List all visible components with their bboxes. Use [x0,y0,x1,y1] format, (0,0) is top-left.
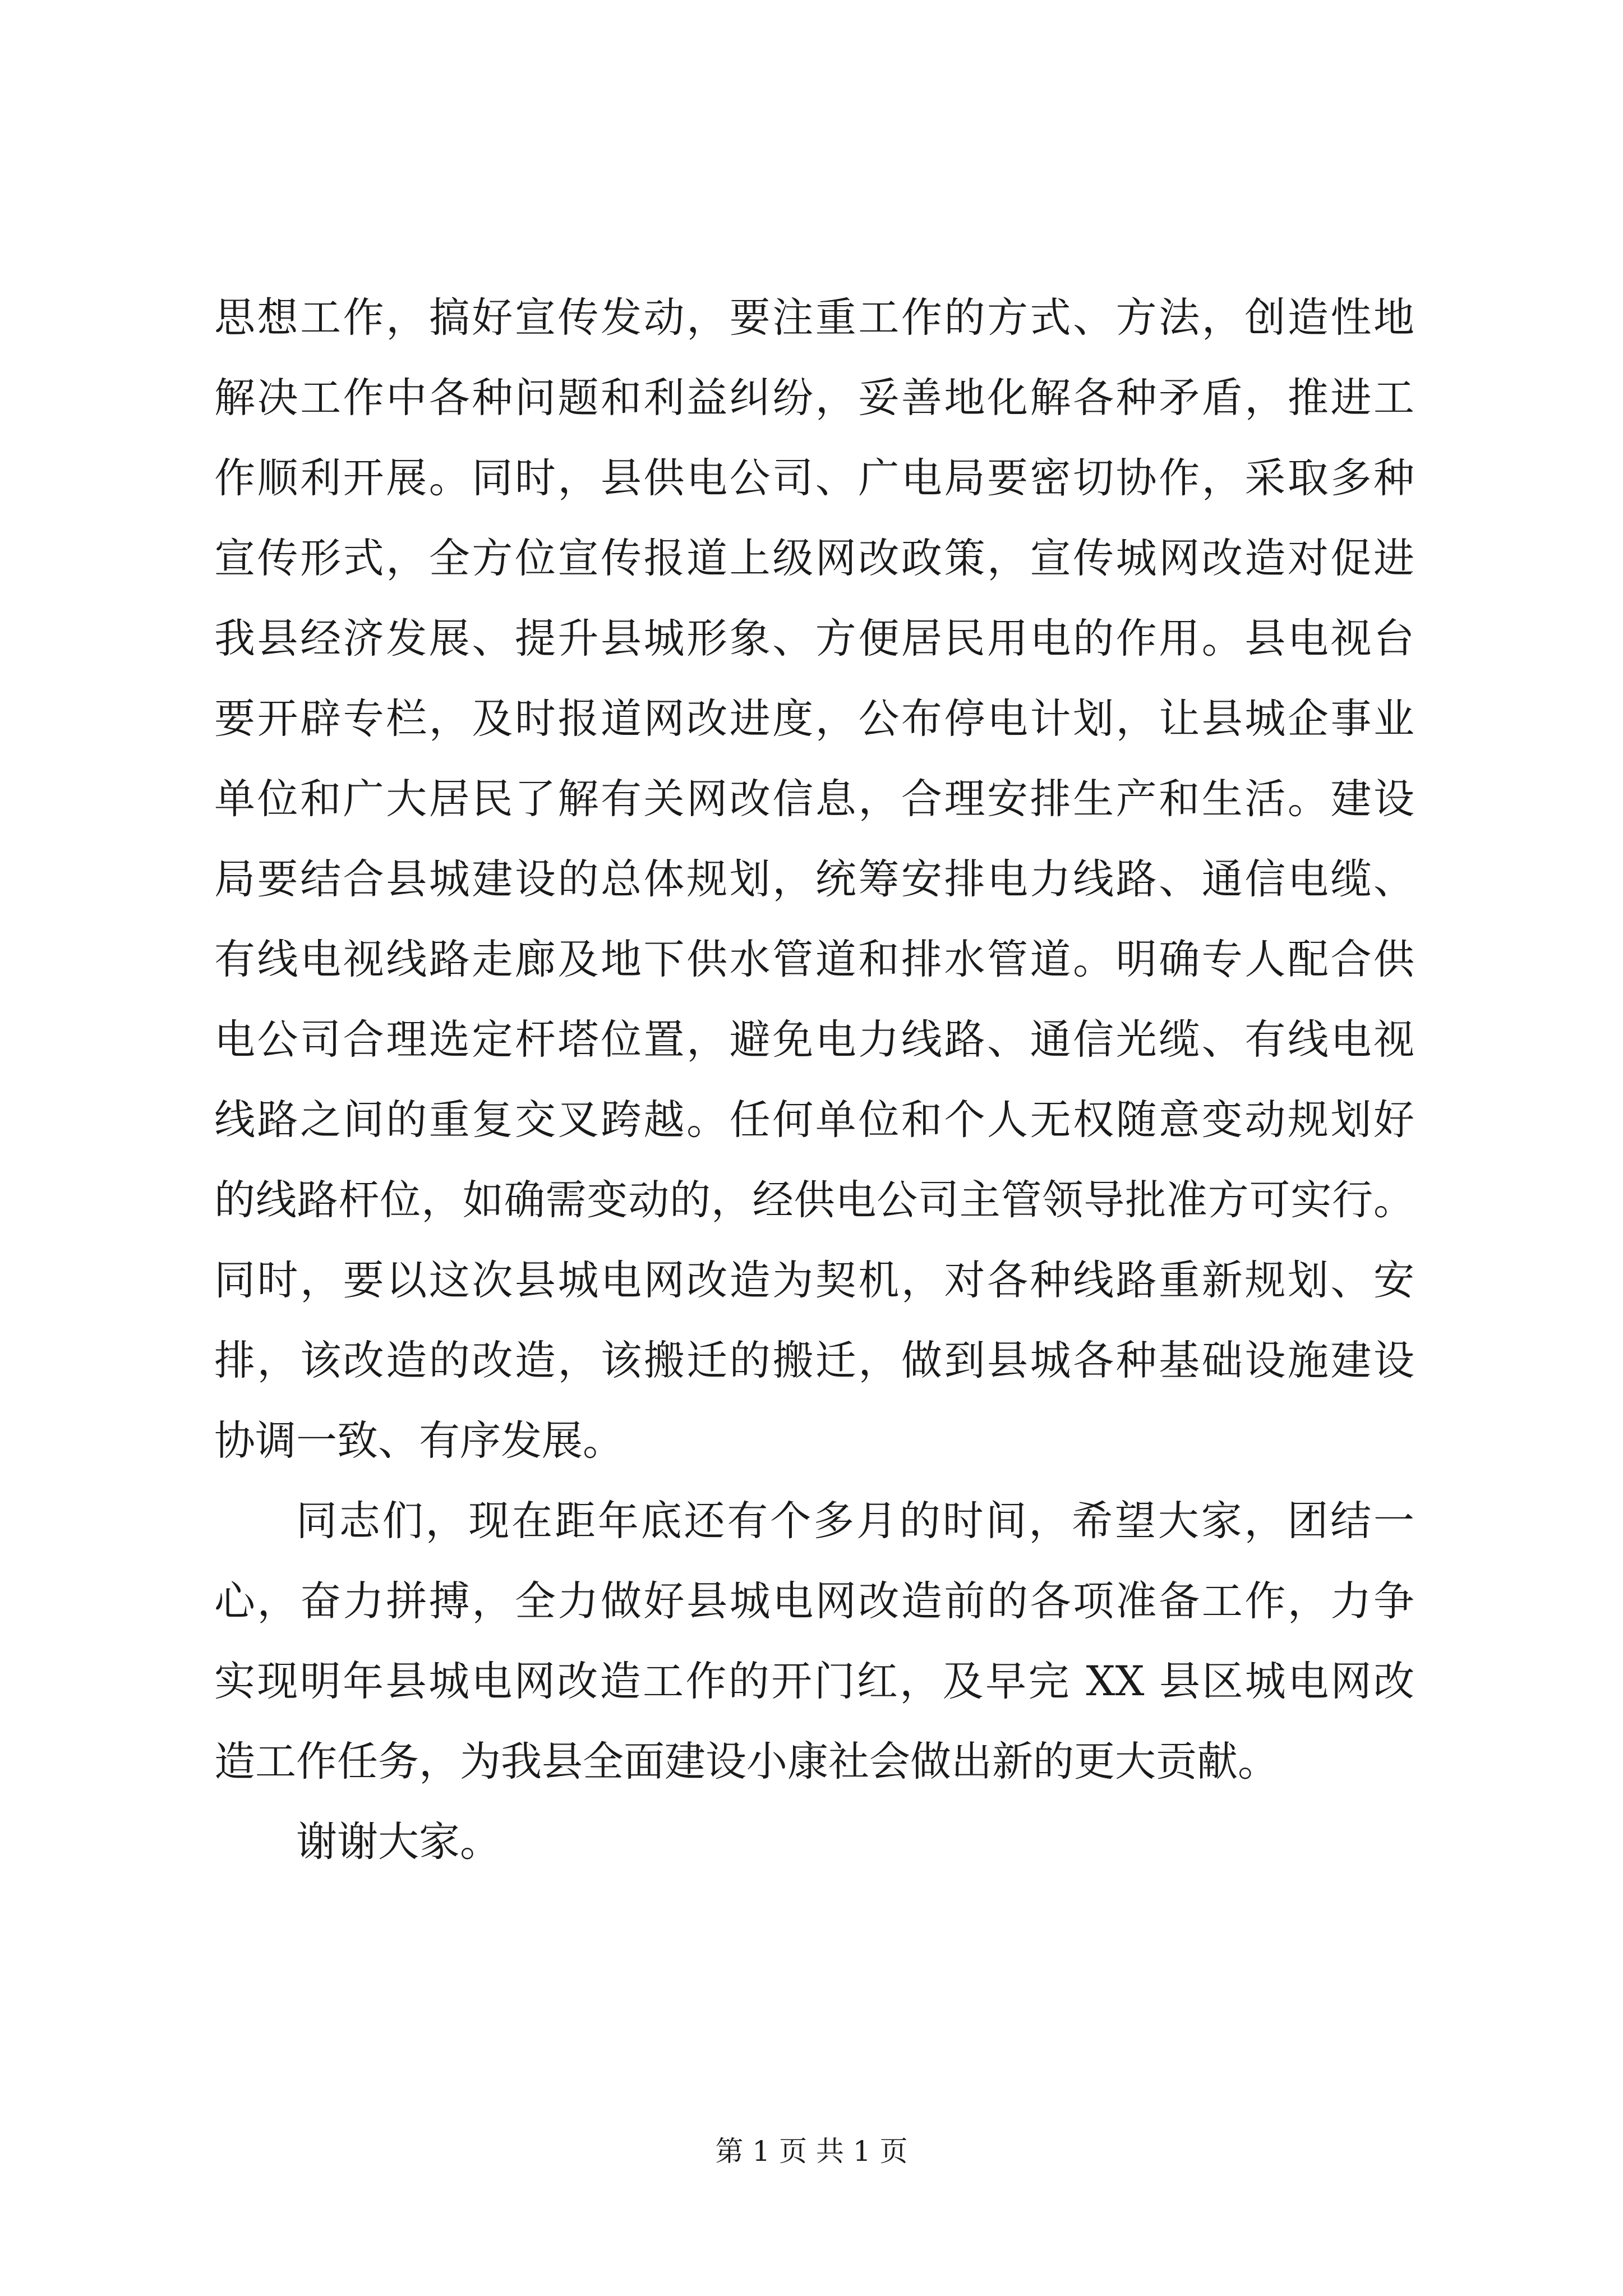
text-line: 谢谢大家。 [296,1818,501,1866]
text-line: 的线路杆位，如确需变动的，经供电公司主管领导批准方可实行。 [214,1176,1414,1224]
text-line: 我县经济发展、提升县城形象、方便居民用电的作用。县电视台 [214,615,1414,662]
paragraph-1 [214,278,1414,1481]
text-line: 单位和广大居民了解有关网改信息，合理安排生产和生活。建设 [214,775,1414,823]
text-line: 要开辟专栏，及时报道网改进度，公布停电计划，让县城企事业 [214,695,1414,743]
text-line: 造工作任务，为我县全面建设小康社会做出新的更大贡献。 [214,1738,1279,1786]
text-line: 宣传形式，全方位宣传报道上级网改政策，宣传城网改造对促进 [214,535,1414,582]
text-line: 局要结合县城建设的总体规划，统筹安排电力线路、通信电缆、 [214,855,1414,903]
text-line: 实现明年县城电网改造工作的开门红，及早完 XX 县区城电网改 [214,1658,1414,1705]
paragraph-2 [214,1481,1414,1802]
paragraph-3 [214,1802,1414,1882]
text-line: 电公司合理选定杆塔位置，避免电力线路、通信光缆、有线电视 [214,1016,1414,1064]
text-line: 有线电视线路走廊及地下供水管道和排水管道。明确专人配合供 [214,936,1414,983]
text-line: 同时，要以这次县城电网改造为契机，对各种线路重新规划、安 [214,1257,1414,1304]
text-line: 线路之间的重复交叉跨越。任何单位和个人无权随意变动规划好 [214,1096,1414,1144]
text-line: 解决工作中各种问题和利益纠纷，妥善地化解各种矛盾，推进工 [214,374,1414,422]
text-line: 同志们，现在距年底还有个多月的时间，希望大家，团结一 [296,1497,1414,1545]
text-line: 作顺利开展。同时，县供电公司、广电局要密切协作，采取多种 [214,454,1414,502]
text-line: 协调一致、有序发展。 [214,1417,624,1465]
document-body [214,278,1414,1882]
text-line: 思想工作，搞好宣传发动，要注重工作的方式、方法，创造性地 [214,294,1414,342]
text-line: 心，奋力拼搏，全力做好县城电网改造前的各项准备工作，力争 [214,1577,1414,1625]
text-line: 排，该改造的改造，该搬迁的搬迁，做到县城各种基础设施建设 [214,1337,1414,1384]
page-footer: 第 1 页 共 1 页 [715,2135,908,2168]
